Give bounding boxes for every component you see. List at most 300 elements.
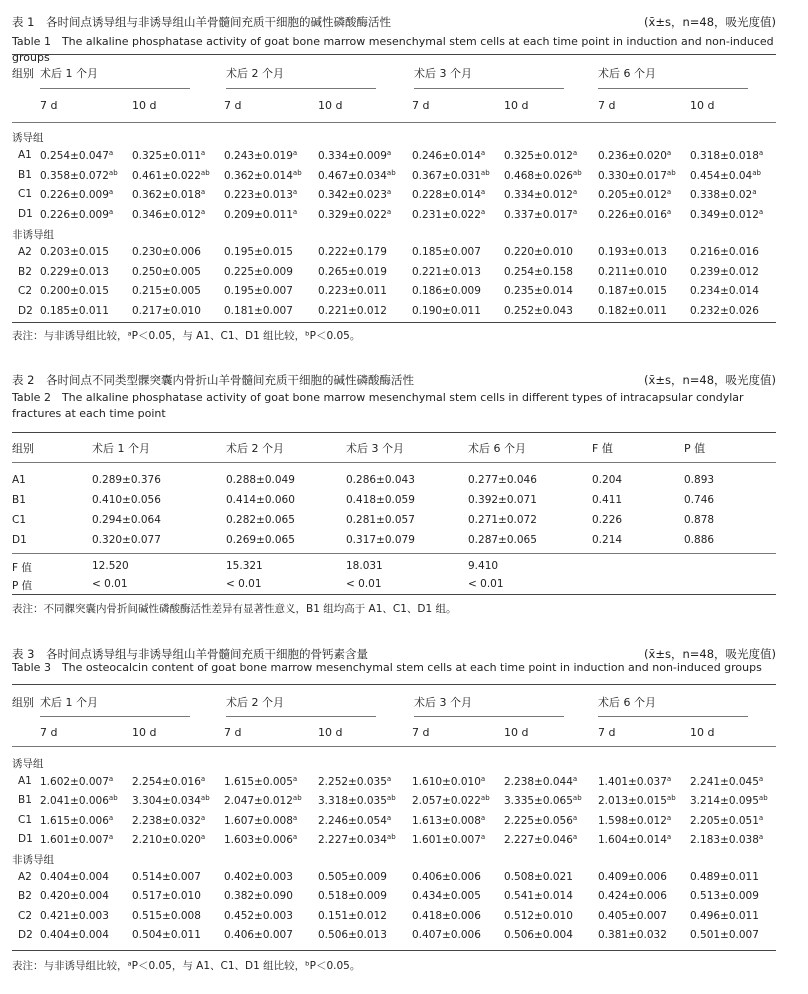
data-cell bbox=[690, 169, 761, 182]
data-cell bbox=[318, 246, 387, 258]
data-cell bbox=[318, 814, 391, 827]
cell-value: 2.227±0.034 bbox=[318, 833, 387, 846]
significance-mark: a bbox=[292, 188, 298, 197]
row-label: P 值 bbox=[12, 580, 33, 592]
cell-value: 0.346±0.012 bbox=[132, 208, 201, 221]
data-cell bbox=[412, 871, 481, 883]
row-label: C1 bbox=[18, 188, 33, 201]
day-header: 10 d bbox=[690, 726, 715, 739]
data-cell bbox=[598, 169, 676, 182]
cell-value: 0.223±0.013 bbox=[224, 189, 293, 202]
significance-mark: a bbox=[200, 188, 206, 197]
column-header: 术后 3 个月 bbox=[346, 442, 404, 455]
cell-value: 0.515±0.008 bbox=[132, 909, 201, 922]
significance-mark: ab bbox=[386, 832, 396, 841]
data-cell bbox=[224, 169, 302, 182]
data-cell bbox=[598, 188, 671, 201]
data-cell bbox=[690, 833, 763, 846]
period-header: 术后 2 个月 bbox=[226, 696, 284, 709]
cell-value: 0.216±0.016 bbox=[690, 246, 759, 259]
significance-mark: a bbox=[758, 149, 764, 158]
row-label: D2 bbox=[18, 928, 33, 941]
data-cell: < 0.01 bbox=[226, 578, 262, 590]
section-label: 非诱导组 bbox=[12, 854, 54, 866]
significance-mark: a bbox=[200, 149, 206, 158]
data-cell bbox=[598, 266, 667, 278]
cell-value: 0.254±0.158 bbox=[504, 265, 573, 278]
data-cell bbox=[412, 188, 485, 201]
cell-value: 0.358±0.072 bbox=[40, 169, 109, 182]
significance-mark: a bbox=[386, 188, 392, 197]
significance-mark: a bbox=[572, 207, 578, 216]
significance-mark: ab bbox=[108, 168, 118, 177]
data-cell bbox=[504, 833, 577, 846]
table-3 bbox=[12, 640, 776, 980]
cell-value: 0.221±0.013 bbox=[412, 265, 481, 278]
significance-mark: ab bbox=[386, 168, 396, 177]
data-cell bbox=[598, 794, 676, 807]
cell-value: 1.615±0.005 bbox=[224, 776, 293, 789]
significance-mark: ab bbox=[292, 168, 302, 177]
data-cell bbox=[690, 871, 759, 883]
data-cell bbox=[412, 814, 485, 827]
column-header: P 值 bbox=[684, 442, 706, 455]
data-cell bbox=[40, 890, 109, 902]
significance-mark: ab bbox=[200, 168, 210, 177]
cell-value: 0.325±0.012 bbox=[504, 150, 573, 163]
data-cell: 0.746 bbox=[684, 494, 715, 506]
cell-value: 0.402±0.003 bbox=[224, 871, 293, 884]
cell-value: 0.235±0.014 bbox=[504, 285, 573, 298]
table-1-bottom-rule bbox=[12, 322, 776, 323]
data-cell bbox=[412, 775, 485, 788]
day-header: 7 d bbox=[598, 726, 616, 739]
day-header: 10 d bbox=[690, 99, 715, 112]
cell-value: 0.185±0.007 bbox=[412, 246, 481, 259]
cell-value: 0.229±0.013 bbox=[40, 265, 109, 278]
cell-value: 1.613±0.008 bbox=[412, 814, 481, 827]
data-cell bbox=[224, 208, 297, 221]
data-cell: 0.226 bbox=[592, 514, 623, 526]
significance-mark: ab bbox=[386, 794, 396, 803]
significance-mark: a bbox=[200, 832, 206, 841]
cell-value: 1.601±0.007 bbox=[40, 833, 109, 846]
data-cell: 9.410 bbox=[468, 560, 499, 572]
cell-value: 0.467±0.034 bbox=[318, 169, 387, 182]
data-cell bbox=[224, 266, 293, 278]
data-cell bbox=[132, 305, 201, 317]
data-cell bbox=[40, 188, 113, 201]
data-cell bbox=[40, 871, 109, 883]
cell-value: 0.334±0.009 bbox=[318, 150, 387, 163]
table-2 bbox=[12, 366, 776, 622]
data-cell bbox=[224, 285, 293, 297]
data-cell: 0.288±0.049 bbox=[226, 474, 295, 486]
day-header: 10 d bbox=[318, 99, 343, 112]
significance-mark: a bbox=[292, 813, 298, 822]
significance-mark: a bbox=[386, 775, 392, 784]
period-header: 术后 3 个月 bbox=[414, 67, 472, 80]
significance-mark: a bbox=[758, 832, 764, 841]
data-cell: 0.317±0.079 bbox=[346, 534, 415, 546]
data-cell bbox=[690, 910, 759, 922]
data-cell: 0.410±0.056 bbox=[92, 494, 161, 506]
period-header: 术后 6 个月 bbox=[598, 67, 656, 80]
table-3-stat-note: (x̄±s，n=48，吸光度值) bbox=[644, 647, 776, 661]
cell-value: 1.401±0.037 bbox=[598, 776, 667, 789]
row-label: C1 bbox=[18, 813, 33, 826]
data-cell bbox=[690, 305, 759, 317]
significance-mark: ab bbox=[572, 168, 582, 177]
table-3-header-rule bbox=[12, 746, 776, 747]
data-cell: 0.214 bbox=[592, 534, 623, 546]
cell-value: 0.367±0.031 bbox=[412, 169, 481, 182]
period-group-line bbox=[226, 716, 376, 717]
day-header: 7 d bbox=[412, 726, 430, 739]
data-cell bbox=[40, 149, 113, 162]
data-cell bbox=[412, 833, 485, 846]
data-cell bbox=[412, 285, 481, 297]
row-label: B2 bbox=[18, 265, 32, 278]
significance-mark: a bbox=[480, 188, 486, 197]
data-cell: 0.282±0.065 bbox=[226, 514, 295, 526]
row-label: D1 bbox=[18, 207, 33, 220]
significance-mark: ab bbox=[752, 168, 761, 177]
cell-value: 0.225±0.009 bbox=[224, 265, 293, 278]
table-2-title-en: Table 2 The alkaline phosphatase activity of goat bone marrow mesenchymal stem cells in different types of intracapsular condylar fractures at each time point bbox=[12, 391, 744, 420]
data-cell: 0.271±0.072 bbox=[468, 514, 537, 526]
cell-value: 0.211±0.010 bbox=[598, 265, 667, 278]
data-cell bbox=[224, 188, 297, 201]
data-cell bbox=[224, 775, 297, 788]
section-label: 诱导组 bbox=[12, 758, 44, 770]
cell-value: 0.517±0.010 bbox=[132, 890, 201, 903]
cell-value: 0.508±0.021 bbox=[504, 871, 573, 884]
period-header: 术后 1 个月 bbox=[40, 696, 98, 709]
significance-mark: ab bbox=[758, 794, 768, 803]
cell-value: 2.013±0.015 bbox=[598, 795, 667, 808]
cell-value: 0.349±0.012 bbox=[690, 208, 759, 221]
table-1-group-header: 组别 bbox=[12, 67, 34, 80]
section-label: 非诱导组 bbox=[12, 229, 54, 241]
data-cell bbox=[224, 929, 293, 941]
data-cell bbox=[132, 775, 205, 788]
data-cell bbox=[412, 890, 481, 902]
day-header: 7 d bbox=[224, 99, 242, 112]
cell-value: 2.057±0.022 bbox=[412, 795, 481, 808]
cell-value: 0.200±0.015 bbox=[40, 285, 109, 298]
significance-mark: a bbox=[758, 775, 764, 784]
significance-mark: a bbox=[480, 832, 486, 841]
significance-mark: a bbox=[108, 775, 114, 784]
data-cell bbox=[504, 929, 573, 941]
cell-value: 0.337±0.017 bbox=[504, 208, 573, 221]
data-cell bbox=[690, 246, 759, 258]
period-group-line bbox=[414, 88, 564, 89]
cell-value: 2.047±0.012 bbox=[224, 795, 293, 808]
cell-value: 0.404±0.004 bbox=[40, 928, 109, 941]
column-header: 术后 6 个月 bbox=[468, 442, 526, 455]
data-cell bbox=[412, 169, 490, 182]
cell-value: 0.404±0.004 bbox=[40, 871, 109, 884]
cell-value: 0.228±0.014 bbox=[412, 189, 481, 202]
significance-mark: a bbox=[480, 149, 486, 158]
table-1-title-cn: 表 1 各时间点诱导组与非诱导组山羊骨髓间充质干细胞的碱性磷酸酶活性 bbox=[12, 15, 391, 29]
significance-mark: ab bbox=[480, 168, 490, 177]
day-header: 10 d bbox=[504, 99, 529, 112]
cell-value: 0.454±0.04 bbox=[690, 169, 753, 182]
table-1-stat-note: (x̄±s，n=48，吸光度值) bbox=[644, 15, 776, 29]
period-header: 术后 1 个月 bbox=[40, 67, 98, 80]
significance-mark: a bbox=[572, 149, 578, 158]
cell-value: 2.252±0.035 bbox=[318, 776, 387, 789]
significance-mark: a bbox=[480, 775, 486, 784]
data-cell: 0.286±0.043 bbox=[346, 474, 415, 486]
cell-value: 1.601±0.007 bbox=[412, 833, 481, 846]
significance-mark: a bbox=[108, 813, 114, 822]
data-cell bbox=[598, 890, 667, 902]
data-cell: < 0.01 bbox=[346, 578, 382, 590]
day-header: 10 d bbox=[132, 726, 157, 739]
data-cell bbox=[504, 285, 573, 297]
day-header: 10 d bbox=[132, 99, 157, 112]
cell-value: 1.598±0.012 bbox=[598, 814, 667, 827]
data-cell bbox=[40, 814, 113, 827]
cell-value: 0.231±0.022 bbox=[412, 208, 481, 221]
significance-mark: a bbox=[200, 207, 206, 216]
row-label: C2 bbox=[18, 285, 33, 298]
data-cell bbox=[318, 208, 391, 221]
data-cell bbox=[504, 246, 573, 258]
significance-mark: ab bbox=[200, 794, 210, 803]
data-cell bbox=[40, 169, 118, 182]
data-cell bbox=[132, 814, 205, 827]
data-cell bbox=[504, 814, 577, 827]
cell-value: 0.541±0.014 bbox=[504, 890, 573, 903]
row-label: D2 bbox=[18, 304, 33, 317]
cell-value: 2.254±0.016 bbox=[132, 776, 201, 789]
significance-mark: a bbox=[572, 813, 578, 822]
period-header: 术后 3 个月 bbox=[414, 696, 472, 709]
data-cell bbox=[412, 149, 485, 162]
data-cell bbox=[224, 246, 293, 258]
cell-value: 0.406±0.007 bbox=[224, 928, 293, 941]
cell-value: 0.182±0.011 bbox=[598, 304, 667, 317]
data-cell: 0.277±0.046 bbox=[468, 474, 537, 486]
data-cell bbox=[318, 910, 387, 922]
cell-value: 0.222±0.179 bbox=[318, 246, 387, 259]
cell-value: 0.265±0.019 bbox=[318, 265, 387, 278]
cell-value: 0.151±0.012 bbox=[318, 909, 387, 922]
data-cell bbox=[318, 794, 396, 807]
cell-value: 0.513±0.009 bbox=[690, 890, 759, 903]
data-cell bbox=[690, 188, 757, 201]
cell-value: 0.512±0.010 bbox=[504, 909, 573, 922]
data-cell bbox=[40, 246, 109, 258]
significance-mark: ab bbox=[292, 794, 302, 803]
cell-value: 2.241±0.045 bbox=[690, 776, 759, 789]
column-header: F 值 bbox=[592, 442, 613, 455]
day-header: 7 d bbox=[40, 99, 58, 112]
day-header: 10 d bbox=[318, 726, 343, 739]
data-cell bbox=[598, 929, 667, 941]
data-cell bbox=[690, 929, 759, 941]
cell-value: 1.603±0.006 bbox=[224, 833, 293, 846]
significance-mark: a bbox=[666, 813, 672, 822]
cell-value: 2.225±0.056 bbox=[504, 814, 573, 827]
data-cell: 18.031 bbox=[346, 560, 383, 572]
data-cell bbox=[504, 305, 573, 317]
cell-value: 0.221±0.012 bbox=[318, 304, 387, 317]
data-cell: 0.294±0.064 bbox=[92, 514, 161, 526]
data-cell: < 0.01 bbox=[92, 578, 128, 590]
data-cell bbox=[318, 833, 396, 846]
significance-mark: a bbox=[480, 207, 486, 216]
data-cell bbox=[504, 910, 573, 922]
period-header: 术后 6 个月 bbox=[598, 696, 656, 709]
data-cell bbox=[132, 890, 201, 902]
cell-value: 2.246±0.054 bbox=[318, 814, 387, 827]
cell-value: 0.226±0.009 bbox=[40, 189, 109, 202]
data-cell bbox=[598, 814, 671, 827]
significance-mark: a bbox=[666, 832, 672, 841]
data-cell bbox=[412, 305, 481, 317]
data-cell bbox=[504, 775, 577, 788]
data-cell bbox=[132, 246, 201, 258]
cell-value: 0.506±0.013 bbox=[318, 928, 387, 941]
data-cell bbox=[132, 149, 205, 162]
cell-value: 0.209±0.011 bbox=[224, 208, 293, 221]
cell-value: 0.489±0.011 bbox=[690, 871, 759, 884]
data-cell bbox=[690, 266, 759, 278]
table-3-top-rule bbox=[12, 684, 776, 685]
significance-mark: a bbox=[758, 813, 764, 822]
cell-value: 1.604±0.014 bbox=[598, 833, 667, 846]
data-cell bbox=[504, 149, 577, 162]
data-cell bbox=[690, 285, 759, 297]
cell-value: 0.501±0.007 bbox=[690, 928, 759, 941]
cell-value: 0.407±0.006 bbox=[412, 928, 481, 941]
table-1-header-rule bbox=[12, 122, 776, 123]
cell-value: 0.217±0.010 bbox=[132, 304, 201, 317]
data-cell bbox=[598, 246, 667, 258]
significance-mark: a bbox=[200, 813, 206, 822]
table-3-bottom-rule bbox=[12, 950, 776, 951]
table-2-stat-rule bbox=[12, 553, 776, 554]
table-3-title-en: Table 3 The osteocalcin content of goat bone marrow mesenchymal stem cells at each time point in induction and non-induced groups bbox=[12, 661, 762, 674]
data-cell bbox=[504, 169, 582, 182]
significance-mark: a bbox=[292, 775, 298, 784]
cell-value: 0.420±0.004 bbox=[40, 890, 109, 903]
cell-value: 0.325±0.011 bbox=[132, 150, 201, 163]
table-2-title-cn: 表 2 各时间点不同类型髁突囊内骨折山羊骨髓间充质干细胞的碱性磷酸酶活性 bbox=[12, 373, 414, 387]
significance-mark: a bbox=[292, 149, 298, 158]
cell-value: 0.230±0.006 bbox=[132, 246, 201, 259]
data-cell: 0.289±0.376 bbox=[92, 474, 161, 486]
significance-mark: ab bbox=[108, 794, 118, 803]
data-cell bbox=[132, 285, 201, 297]
cell-value: 0.461±0.022 bbox=[132, 169, 201, 182]
row-label: B1 bbox=[18, 168, 32, 181]
significance-mark: ab bbox=[480, 794, 490, 803]
cell-value: 0.223±0.011 bbox=[318, 285, 387, 298]
cell-value: 0.334±0.012 bbox=[504, 189, 573, 202]
cell-value: 2.205±0.051 bbox=[690, 814, 759, 827]
day-header: 7 d bbox=[598, 99, 616, 112]
period-group-line bbox=[226, 88, 376, 89]
significance-mark: ab bbox=[666, 794, 676, 803]
data-cell bbox=[504, 794, 582, 807]
data-cell bbox=[690, 208, 763, 221]
cell-value: 3.335±0.065 bbox=[504, 795, 573, 808]
table-3-note: 表注：与非诱导组比较，ᵃP＜0.05，与 A1、C1、D1 组比较，ᵇP＜0.05。 bbox=[12, 960, 361, 972]
table-2-stat-note: (x̄±s，n=48，吸光度值) bbox=[644, 373, 776, 387]
data-cell bbox=[598, 208, 671, 221]
significance-mark: a bbox=[108, 188, 114, 197]
day-header: 10 d bbox=[504, 726, 529, 739]
cell-value: 0.421±0.003 bbox=[40, 909, 109, 922]
cell-value: 0.236±0.020 bbox=[598, 150, 667, 163]
cell-value: 2.227±0.046 bbox=[504, 833, 573, 846]
cell-value: 2.041±0.006 bbox=[40, 795, 109, 808]
cell-value: 0.220±0.010 bbox=[504, 246, 573, 259]
data-cell bbox=[318, 775, 391, 788]
cell-value: 2.238±0.044 bbox=[504, 776, 573, 789]
data-cell bbox=[132, 266, 201, 278]
table-1-note: 表注：与非诱导组比较，ᵃP＜0.05，与 A1、C1、D1 组比较，ᵇP＜0.05。 bbox=[12, 330, 361, 342]
cell-value: 0.190±0.011 bbox=[412, 304, 481, 317]
data-cell: 0.893 bbox=[684, 474, 715, 486]
period-header: 术后 2 个月 bbox=[226, 67, 284, 80]
data-cell bbox=[224, 794, 302, 807]
cell-value: 2.183±0.038 bbox=[690, 833, 759, 846]
data-cell bbox=[132, 169, 210, 182]
data-cell: 0.878 bbox=[684, 514, 715, 526]
cell-value: 0.434±0.005 bbox=[412, 890, 481, 903]
significance-mark: a bbox=[666, 775, 672, 784]
data-cell bbox=[504, 871, 573, 883]
cell-value: 0.382±0.090 bbox=[224, 890, 293, 903]
data-cell bbox=[318, 871, 387, 883]
data-cell bbox=[40, 910, 109, 922]
cell-value: 0.505±0.009 bbox=[318, 871, 387, 884]
data-cell bbox=[504, 890, 573, 902]
data-cell bbox=[504, 266, 573, 278]
cell-value: 0.424±0.006 bbox=[598, 890, 667, 903]
data-cell: 15.321 bbox=[226, 560, 263, 572]
data-cell: 0.281±0.057 bbox=[346, 514, 415, 526]
table-2-header-rule bbox=[12, 462, 776, 463]
table-1-top-rule bbox=[12, 54, 776, 55]
cell-value: 1.610±0.010 bbox=[412, 776, 481, 789]
data-cell bbox=[318, 149, 391, 162]
data-cell bbox=[598, 871, 667, 883]
significance-mark: a bbox=[386, 813, 392, 822]
row-label: C1 bbox=[12, 514, 27, 526]
cell-value: 0.254±0.047 bbox=[40, 150, 109, 163]
period-group-line bbox=[40, 716, 190, 717]
data-cell: 0.418±0.059 bbox=[346, 494, 415, 506]
table-3-title-cn: 表 3 各时间点诱导组与非诱导组山羊骨髓间充质干细胞的骨钙素含量 bbox=[12, 647, 368, 661]
data-cell bbox=[40, 305, 109, 317]
table-3-group-header: 组别 bbox=[12, 696, 34, 709]
data-cell bbox=[504, 188, 577, 201]
cell-value: 0.506±0.004 bbox=[504, 928, 573, 941]
data-cell bbox=[132, 833, 205, 846]
data-cell bbox=[690, 794, 768, 807]
significance-mark: a bbox=[666, 207, 672, 216]
cell-value: 0.496±0.011 bbox=[690, 909, 759, 922]
